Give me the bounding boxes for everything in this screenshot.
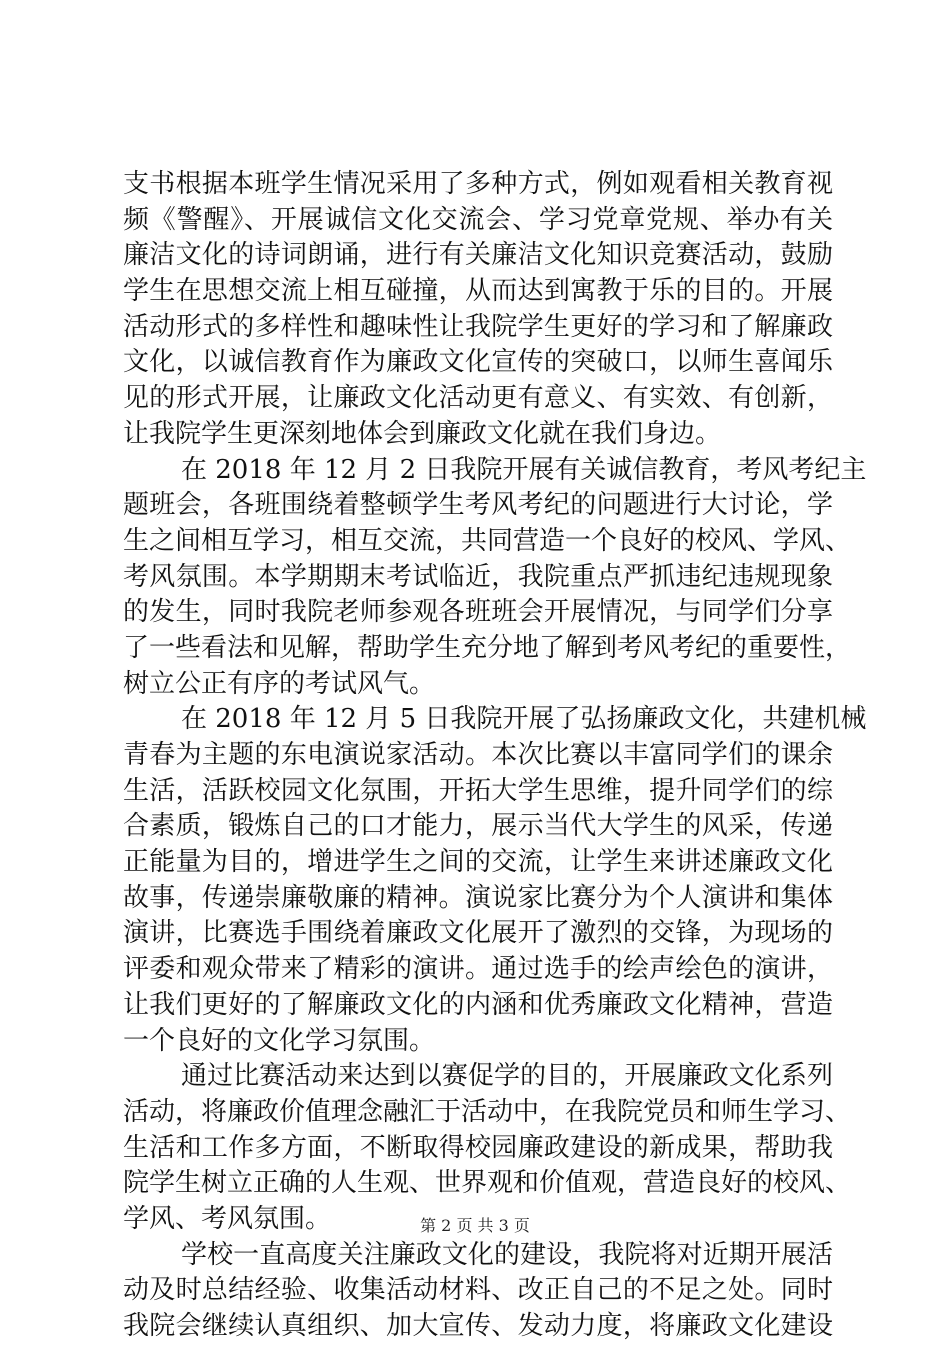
paragraph-3: [123, 702, 867, 1059]
text-line: 生之间相互学习，相互交流，共同营造一个良好的校风、学风、: [123, 525, 852, 556]
text-line: 学风、考风氛围。: [123, 1203, 332, 1234]
text-line: 树立公正有序的考试风气。: [123, 668, 436, 699]
text-line: 让我们更好的了解廉政文化的内涵和优秀廉政文化精神，营造: [123, 989, 833, 1020]
text-line: 合素质，锻炼自己的口才能力，展示当代大学生的风采，传递: [123, 811, 833, 842]
text-line: 学生在思想交流上相互碰撞，从而达到寓教于乐的目的。开展: [123, 276, 833, 307]
text-line: 学校一直高度关注廉政文化的建设，我院将对近期开展活: [181, 1239, 833, 1270]
text-line: 青春为主题的东电演说家活动。本次比赛以丰富同学们的课余: [123, 740, 833, 770]
text-line: 考风氛围。本学期期末考试临近，我院重点严抓违纪违规现象: [123, 561, 833, 592]
text-line: 见的形式开展，让廉政文化活动更有意义、有实效、有创新，: [123, 383, 833, 414]
text-line: 评委和观众带来了精彩的演讲。通过选手的绘声绘色的演讲，: [123, 954, 833, 985]
text-line: 文化，以诚信教育作为廉政文化宣传的突破口，以师生喜闻乐: [123, 347, 833, 378]
text-line: 故事，传递崇廉敬廉的精神。演说家比赛分为个人演讲和集体: [123, 882, 833, 913]
text-line: 生活和工作多方面，不断取得校园廉政建设的新成果，帮助我: [123, 1132, 833, 1163]
page-number-footer: 第 2 页 共 3 页: [420, 1216, 530, 1235]
text-line: 题班会，各班围绕着整顿学生考风考纪的问题进行大讨论，学: [123, 490, 833, 521]
paragraph-5: [123, 1238, 833, 1345]
text-line: 在 2018 年 12 月 2 日我院开展有关诚信教育，考风考纪主: [181, 454, 867, 485]
document-body: [123, 167, 867, 1345]
text-line: 动及时总结经验、收集活动材料、改正自己的不足之处。同时: [123, 1275, 833, 1306]
text-line: 了一些看法和见解，帮助学生充分地了解到考风考纪的重要性，: [123, 632, 852, 663]
text-line: 演讲，比赛选手围绕着廉政文化展开了激烈的交锋，为现场的: [123, 918, 833, 949]
paragraph-4: [123, 1059, 852, 1237]
text-line: 活动，将廉政价值理念融汇于活动中，在我院党员和师生学习、: [123, 1096, 852, 1127]
text-line: 一个良好的文化学习氛围。: [123, 1025, 436, 1056]
text-line: 支书根据本班学生情况采用了多种方式，例如观看相关教育视: [123, 169, 833, 199]
text-line: 正能量为目的，增进学生之间的交流，让学生来讲述廉政文化: [123, 847, 833, 878]
paragraph-2: [123, 453, 867, 703]
text-line: 让我院学生更深刻地体会到廉政文化就在我们身边。: [123, 418, 722, 449]
text-line: 院学生树立正确的人生观、世界观和价值观，营造良好的校风、: [123, 1168, 852, 1199]
text-line: 的发生，同时我院老师参观各班班会开展情况，与同学们分享: [123, 597, 833, 628]
text-line: 廉洁文化的诗词朗诵，进行有关廉洁文化知识竞赛活动，鼓励: [123, 240, 833, 271]
text-line: 通过比赛活动来达到以赛促学的目的，开展廉政文化系列: [181, 1061, 833, 1092]
text-line: 生活，活跃校园文化氛围，开拓大学生思维，提升同学们的综: [123, 775, 833, 806]
text-line: 频《警醒》、开展诚信文化交流会、学习党章党规、举办有关: [123, 204, 833, 235]
paragraph-1: [123, 167, 833, 453]
text-line: 我院会继续认真组织、加大宣传、发动力度，将廉政文化建设: [123, 1311, 833, 1341]
text-line: 在 2018 年 12 月 5 日我院开展了弘扬廉政文化，共建机械: [181, 704, 867, 735]
text-line: 活动形式的多样性和趣味性让我院学生更好的学习和了解廉政: [123, 311, 833, 342]
